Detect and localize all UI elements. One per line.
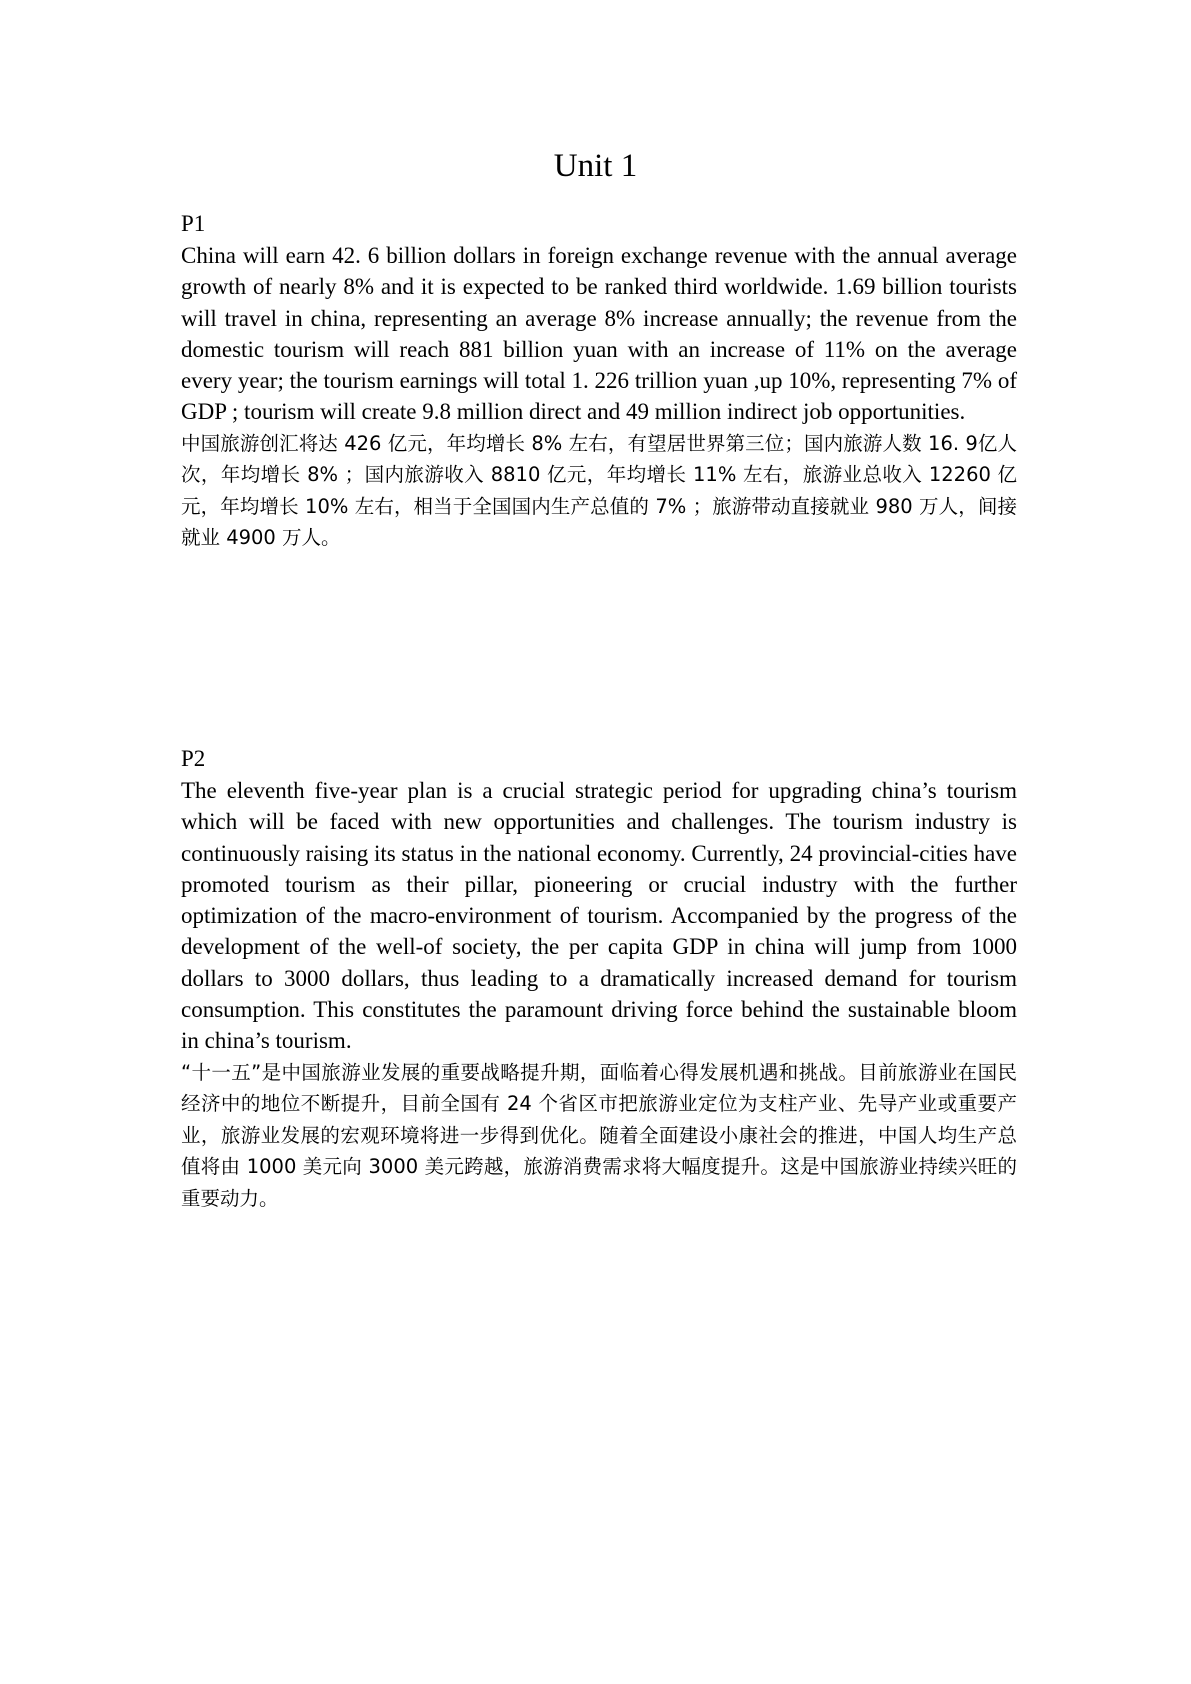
section-label: P2 [181, 746, 206, 771]
english-paragraph: China will earn 42. 6 billion dollars in foreign exchange revenue with the annual average growth of nearly 8% and it is expected to be ranked third worldwide. 1.69 billion tourists will travel in china, representing an average 8% increase annually; the revenue from the domestic tourism will reach 881 billion yuan with an increase of 11% on the average every year; the tourism earnings will total 1. 226 trillion yuan ,up 10%, representing 7% of GDP ; tourism will create 9.8 million direct and 49 million indirect job opportunities. [181, 243, 1017, 425]
chinese-paragraph: “十一五”是中国旅游业发展的重要战略提升期，面临着心得发展机遇和挑战。目前旅游业在国民经济中的地位不断提升，目前全国有 24 个省区市把旅游业定位为支柱产业、先导产业或重要产业，旅游业发展的宏观环境将进一步得到优化。随着全面建设小康社会的推进，中国人均生产总值将由 1000 美元向 3000 美元跨越，旅游消费需求将大幅度提升。这是中国旅游业持续兴旺的重要动力。 [181, 1060, 1017, 1210]
english-paragraph: The eleventh five-year plan is a crucial strategic period for upgrading china’s tourism which will be faced with new opportunities and challenges. The tourism industry is continuously raising its status in the national economy. Currently, 24 provincial-cities have promoted tourism as their pillar, pioneering or crucial industry with the further optimization of the macro-environment of tourism. Accompanied by the progress of the development of the well-of society, the per capita GDP in china will jump from 1000 dollars to 3000 dollars, thus leading to a dramatically increased demand for tourism consumption. This constitutes the paramount driving force behind the sustainable bloom in china’s tourism. [181, 778, 1017, 1054]
section-p2 [181, 743, 1017, 1214]
section-label: P1 [181, 211, 206, 236]
chinese-paragraph: 中国旅游创汇将达 426 亿元，年均增长 8% 左右，有望居世界第三位；国内旅游人数 16. 9亿人次，年均增长 8% ；国内旅游收入 8810 亿元，年均增长 11% 左右，旅游业总收入 12260 亿元，年均增长 10% 左右，相当于全国国内生产总值的 7% ；旅游带动直接就业 980 万人，间接就业 4900 万人。 [181, 431, 1017, 550]
document-title: Unit 1 [553, 148, 638, 184]
section-p1 [181, 208, 1017, 554]
